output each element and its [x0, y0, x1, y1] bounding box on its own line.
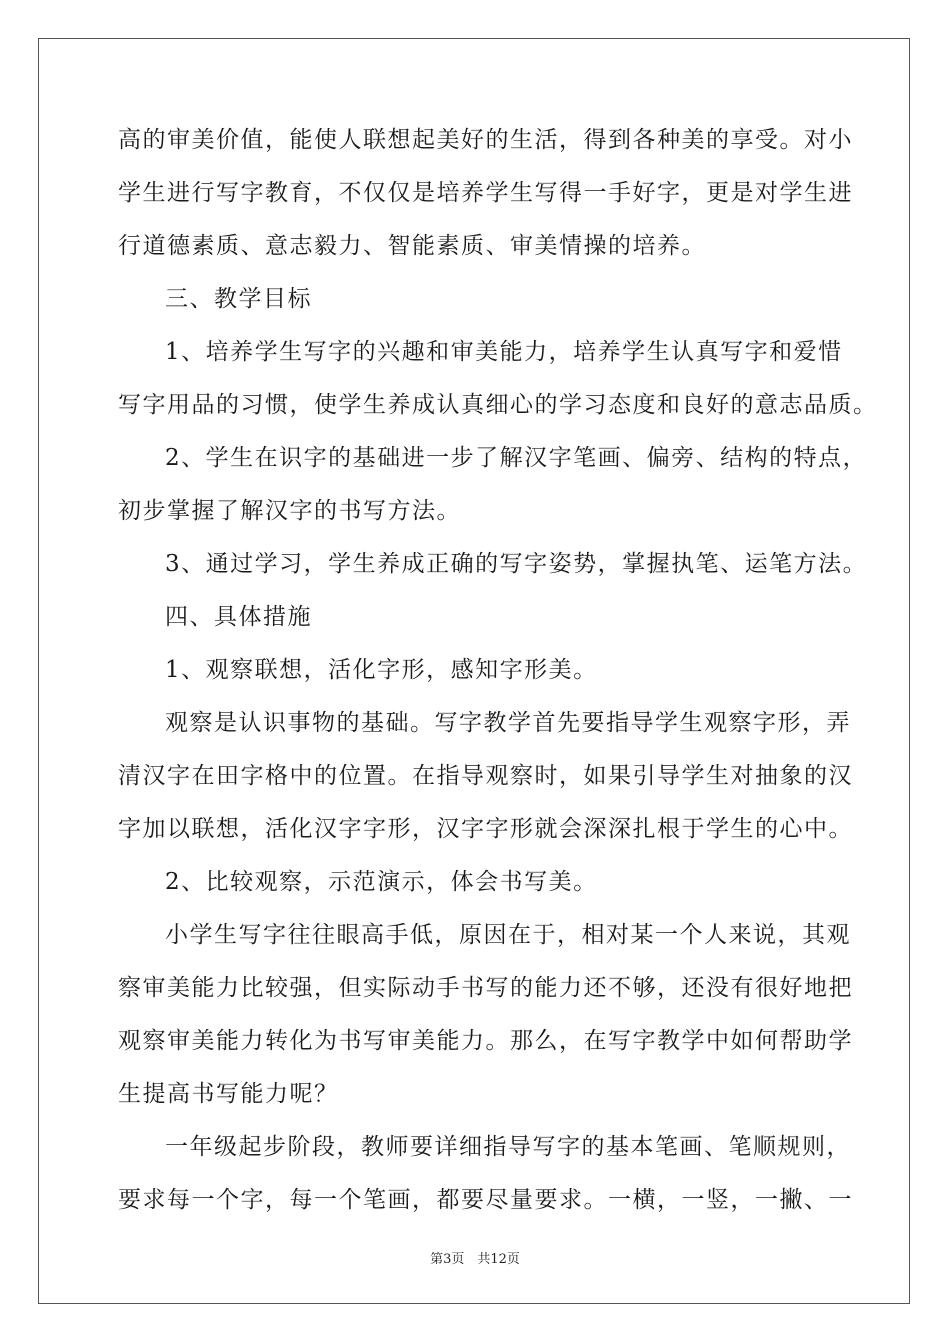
page-number-footer: 第3页 共12页 [430, 1252, 520, 1267]
text-line: 3、通过学习，学生养成正确的写字姿势，掌握执笔、运笔方法。 [165, 551, 868, 577]
document-body [118, 127, 878, 1240]
section-heading-goals: 三、教学目标 [165, 286, 312, 312]
text-line: 写字用品的习惯，使学生养成认真细心的学习态度和良好的意志品质。 [118, 392, 878, 418]
text-line: 要求每一个字，每一个笔画，都要尽量要求。一横，一竖，一撇、一 [118, 1187, 853, 1213]
text-line: 清汉字在田字格中的位置。在指导观察时，如果引导学生对抽象的汉 [118, 763, 853, 789]
text-line: 2、比较观察，示范演示，体会书写美。 [165, 869, 598, 895]
text-line: 字加以联想，活化汉字字形，汉字字形就会深深扎根于学生的心中。 [118, 816, 853, 842]
text-line: 小学生写字往往眼高手低，原因在于，相对某一个人来说，其观 [165, 922, 851, 948]
text-line: 观察审美能力转化为书写审美能力。那么，在写字教学中如何帮助学 [118, 1028, 853, 1054]
text-line: 生提高书写能力呢？ [118, 1081, 339, 1107]
text-line: 初步掌握了解汉字的书写方法。 [118, 498, 461, 524]
section-heading-measures: 四、具体措施 [165, 604, 312, 630]
text-line: 观察是认识事物的基础。写字教学首先要指导学生观察字形，弄 [165, 710, 851, 736]
text-line: 学生进行写字教育，不仅仅是培养学生写得一手好字，更是对学生进 [118, 180, 853, 206]
text-line: 2、学生在识字的基础进一步了解汉字笔画、偏旁、结构的特点， [165, 445, 868, 471]
text-line: 1、培养学生写字的兴趣和审美能力，培养学生认真写字和爱惜 [165, 339, 843, 365]
text-line: 察审美能力比较强，但实际动手书写的能力还不够，还没有很好地把 [118, 975, 853, 1001]
text-line: 行道德素质、意志毅力、智能素质、审美情操的培养。 [118, 233, 706, 259]
text-line: 1、观察联想，活化字形，感知字形美。 [165, 657, 598, 683]
text-line: 高的审美价值，能使人联想起美好的生活，得到各种美的享受。对小 [118, 127, 853, 153]
text-line: 一年级起步阶段，教师要详细指导写字的基本笔画、笔顺规则， [165, 1134, 851, 1160]
